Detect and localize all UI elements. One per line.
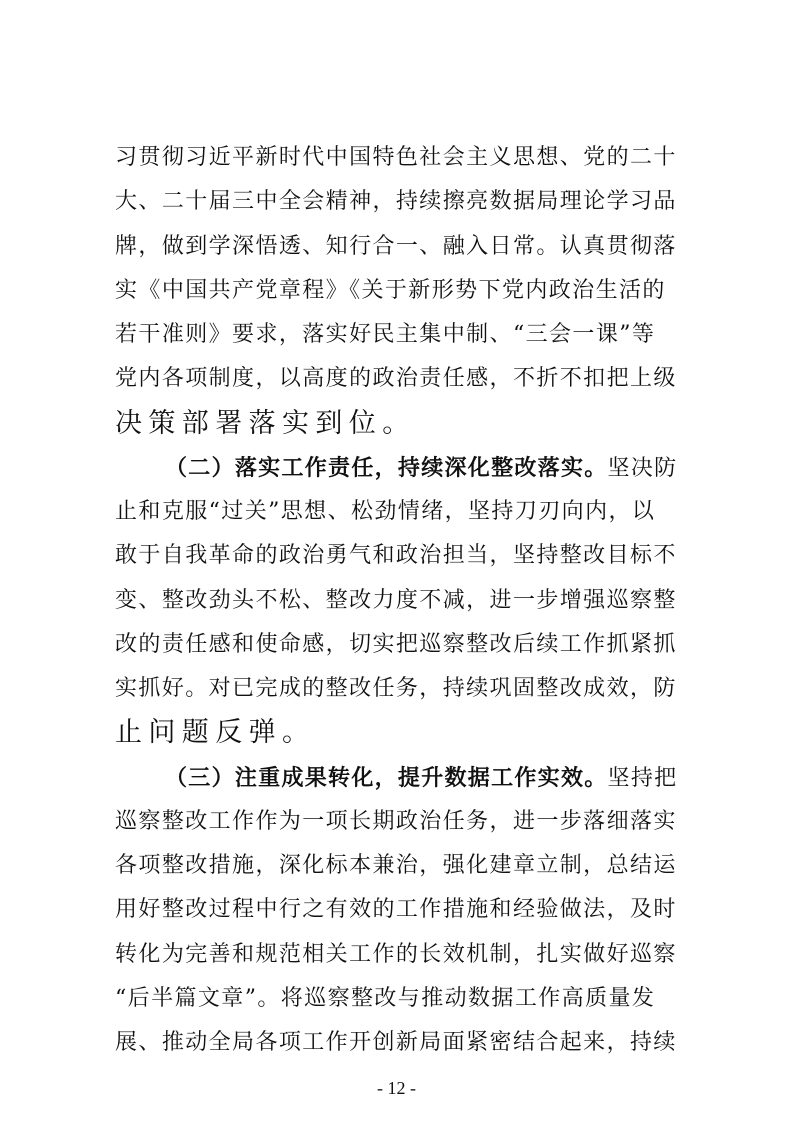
text-line [115,1021,684,1065]
line-text: 实《中国共产党章程》《关于新形势下党内政治生活的 [115,277,666,303]
line-text: 展、推动全局各项工作开创新局面紧密结合起来，持续 [115,1030,677,1055]
text-line [115,667,684,711]
text-line [115,269,684,313]
text-line [115,800,684,844]
text-line [115,888,684,932]
line-text: 若干准则》要求，落实好民主集中制、“三会一课”等 [115,322,656,347]
line-text: 变、整改劲头不松、整改力度不减，进一步增强巡察整 [115,587,677,613]
text-line [115,446,684,490]
text-line [115,534,684,578]
text-line [115,844,684,888]
line-text: 实抓好。对已完成的整改任务，持续巩固整改成效，防 [115,676,677,701]
text-line [115,756,684,800]
text-line [115,180,684,224]
text-line [115,579,684,623]
text-line [115,136,684,180]
text-line [115,977,684,1021]
page-number: - 12 - [377,1078,416,1098]
line-text: 坚持把 [607,765,678,791]
line-text: 止问题反弹。 [115,717,316,749]
text-line [115,490,684,534]
text-line [115,225,684,269]
paragraph [115,756,684,1066]
line-text: 决策部署落实到位。 [115,407,416,439]
text-line [115,711,684,755]
line-text: 坚决防 [607,455,678,481]
line-text: 改的责任感和使命感，切实把巡察整改后续工作抓紧抓 [115,631,677,657]
line-text: 牌，做到学深悟透、知行合一、融入日常。认真贯彻落 [115,233,677,259]
line-text: 止和克服“过关”思想、松劲情绪，坚持刀刃向内，以 [115,499,656,524]
line-text: 习贯彻习近平新时代中国特色社会主义思想、党的二十 [115,145,677,170]
line-text: 敢于自我革命的政治勇气和政治担当，坚持整改目标不 [115,543,677,569]
line-text: 大、二十届三中全会精神，持续擦亮数据局理论学习品 [115,189,677,215]
line-text: 转化为完善和规范相关工作的长效机制，扎实做好巡察 [115,941,677,967]
section-heading: （二）落实工作责任，持续深化整改落实。 [165,454,608,481]
line-text: 党内各项制度，以高度的政治责任感，不折不扣把上级 [115,366,677,392]
section-heading: （三）注重成果转化，提升数据工作实效。 [165,764,608,791]
text-line [115,933,684,977]
line-text: “后半篇文章”。将巡察整改与推动数据工作高质量发 [115,985,656,1011]
text-line [115,402,684,446]
line-text: 巡察整改工作作为一项长期政治任务，进一步落细落实 [115,808,677,834]
paragraph [115,446,684,756]
text-line [115,357,684,401]
document-body [115,136,684,1065]
text-line [115,623,684,667]
paragraph [115,136,684,446]
line-text: 各项整改措施，深化标本兼治，强化建章立制，总结运 [115,853,677,878]
text-line [115,313,684,357]
line-text: 用好整改过程中行之有效的工作措施和经验做法，及时 [115,897,677,923]
